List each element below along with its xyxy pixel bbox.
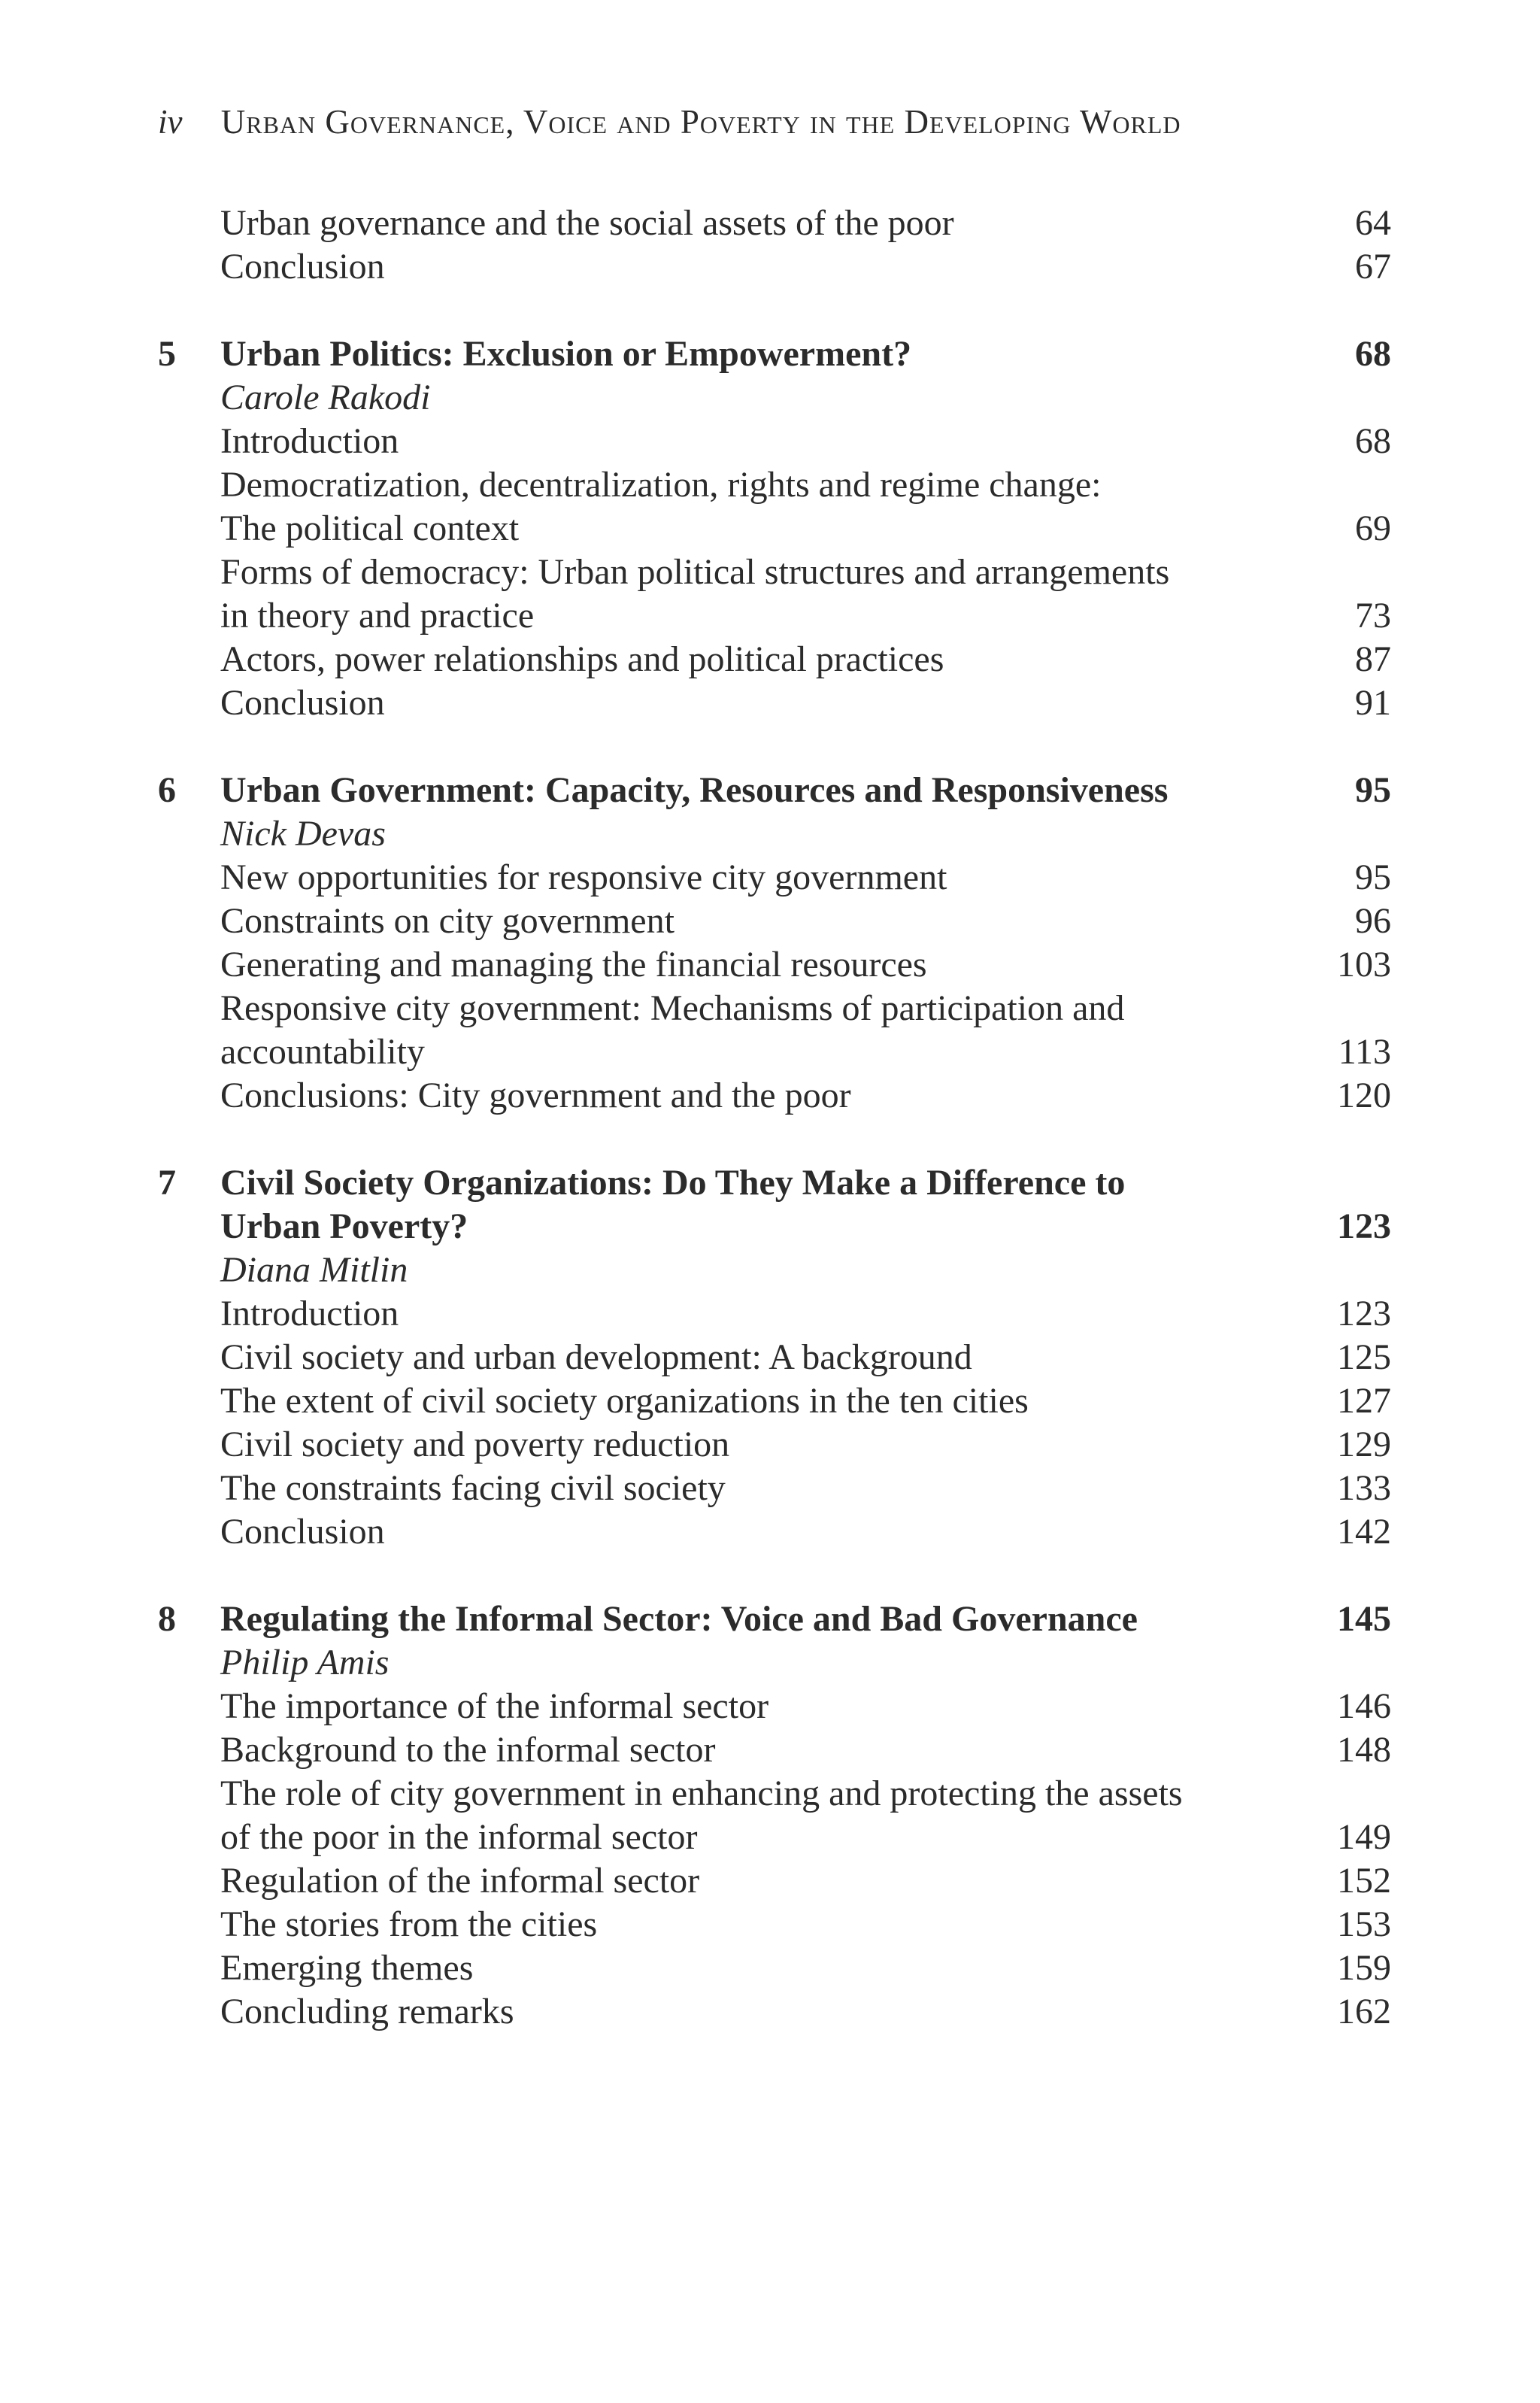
toc-entry	[158, 1990, 1391, 2034]
toc-entry	[158, 507, 1391, 551]
toc-entry	[158, 1336, 1391, 1379]
chapter-heading	[158, 769, 1391, 812]
toc-entry	[158, 202, 1391, 245]
toc-entry	[158, 1423, 1391, 1467]
page-number: 148	[1337, 1730, 1391, 1770]
chapter-heading	[158, 1597, 1391, 1641]
page-number: 159	[1337, 1948, 1391, 1988]
page-number: 69	[1355, 508, 1391, 548]
section-title: Civil society and urban development: A background	[220, 1337, 972, 1377]
page-number: 133	[1337, 1468, 1391, 1508]
chapter-author-line	[158, 1249, 1391, 1292]
toc-entry	[158, 1859, 1391, 1903]
section-title: Generating and managing the financial resources	[220, 945, 927, 985]
toc-entry	[158, 1772, 1391, 1816]
chapter-author: Carole Rakodi	[220, 378, 431, 417]
page-number: 68	[1355, 421, 1391, 461]
section-title: The role of city government in enhancing and protecting the assets	[220, 1773, 1183, 1813]
section-title: The stories from the cities	[220, 1904, 598, 1944]
page-number: 127	[1337, 1381, 1391, 1421]
section-title: Conclusion	[220, 247, 385, 287]
page-number: 152	[1337, 1861, 1391, 1901]
toc-entry	[158, 638, 1391, 681]
page-number: 149	[1337, 1817, 1391, 1857]
toc-entry	[158, 856, 1391, 900]
chapter-number: 7	[158, 1163, 176, 1203]
chapter-author-line	[158, 812, 1391, 856]
toc-entry	[158, 1292, 1391, 1336]
section-title: Introduction	[220, 421, 399, 461]
page-number: 91	[1355, 683, 1391, 723]
chapter-number: 5	[158, 334, 176, 374]
spacer	[158, 1118, 1391, 1161]
spacer	[158, 1554, 1391, 1597]
spacer	[158, 725, 1391, 769]
page-number: 103	[1337, 945, 1391, 985]
section-title: Responsive city government: Mechanisms of participation and	[220, 988, 1125, 1028]
page-number: 145	[1337, 1599, 1391, 1639]
page-number: 125	[1337, 1337, 1391, 1377]
page-number: 95	[1355, 857, 1391, 897]
section-title: in theory and practice	[220, 596, 535, 636]
section-title: Emerging themes	[220, 1948, 474, 1988]
section-title: The constraints facing civil society	[220, 1468, 726, 1508]
page-number: 120	[1337, 1076, 1391, 1115]
page-number: 113	[1338, 1032, 1391, 1072]
page-number: 153	[1337, 1904, 1391, 1944]
page-number: 67	[1355, 247, 1391, 287]
section-title: Conclusions: City government and the poor	[220, 1076, 851, 1115]
section-title: The extent of civil society organizations in the ten cities	[220, 1381, 1029, 1421]
toc-entry	[158, 900, 1391, 943]
section-title: Conclusion	[220, 683, 385, 723]
page-number: 68	[1355, 334, 1391, 374]
page-folio: iv	[158, 103, 183, 141]
toc-entry	[158, 1467, 1391, 1510]
page-number: 129	[1337, 1425, 1391, 1464]
page-number: 73	[1355, 596, 1391, 636]
section-title: of the poor in the informal sector	[220, 1817, 698, 1857]
chapter-title: Urban Poverty?	[220, 1206, 468, 1246]
chapter-title: Regulating the Informal Sector: Voice and Bad Governance	[220, 1599, 1138, 1639]
section-title: Urban governance and the social assets of the poor	[220, 203, 954, 243]
running-head	[158, 99, 1181, 144]
chapter-author: Nick Devas	[220, 814, 386, 854]
toc-entry	[158, 594, 1391, 638]
toc-entry	[158, 1946, 1391, 1990]
toc-entry	[158, 1030, 1391, 1074]
chapter-title: Urban Politics: Exclusion or Empowerment?	[220, 334, 912, 374]
section-title: Introduction	[220, 1294, 399, 1333]
chapter-heading	[158, 1161, 1391, 1205]
table-of-contents	[158, 202, 1391, 2034]
toc-entry	[158, 463, 1391, 507]
section-title: Democratization, decentralization, rights and regime change:	[220, 465, 1102, 505]
chapter-author: Philip Amis	[220, 1643, 390, 1682]
section-title: Actors, power relationships and political practices	[220, 639, 944, 679]
page-number: 146	[1337, 1686, 1391, 1726]
chapter-author: Diana Mitlin	[220, 1250, 408, 1290]
page-number: 96	[1355, 901, 1391, 941]
spacer	[158, 289, 1391, 332]
section-title: New opportunities for responsive city government	[220, 857, 947, 897]
toc-entry	[158, 1685, 1391, 1728]
page-number: 95	[1355, 770, 1391, 810]
section-title: Regulation of the informal sector	[220, 1861, 700, 1901]
chapter-title: Urban Government: Capacity, Resources and Responsiveness	[220, 770, 1169, 810]
section-title: Constraints on city government	[220, 901, 675, 941]
page-number: 64	[1355, 203, 1391, 243]
chapter-author-line	[158, 1641, 1391, 1685]
toc-entry	[158, 1510, 1391, 1554]
toc-entry	[158, 1903, 1391, 1946]
toc-entry	[158, 1379, 1391, 1423]
toc-entry	[158, 943, 1391, 987]
page-number: 87	[1355, 639, 1391, 679]
section-title: The political context	[220, 508, 520, 548]
page-number: 142	[1337, 1512, 1391, 1552]
toc-entry	[158, 1074, 1391, 1118]
section-title: Forms of democracy: Urban political structures and arrangements	[220, 552, 1170, 592]
section-title: The importance of the informal sector	[220, 1686, 769, 1726]
toc-entry	[158, 245, 1391, 289]
chapter-number: 6	[158, 770, 176, 810]
toc-entry	[158, 987, 1391, 1030]
chapter-title: Civil Society Organizations: Do They Make a Difference to	[220, 1163, 1126, 1203]
section-title: accountability	[220, 1032, 425, 1072]
chapter-number: 8	[158, 1599, 176, 1639]
chapter-heading	[158, 332, 1391, 376]
section-title: Civil society and poverty reduction	[220, 1425, 730, 1464]
toc-entry	[158, 1816, 1391, 1859]
page-number: 123	[1337, 1206, 1391, 1246]
chapter-heading	[158, 1205, 1391, 1249]
page-number: 162	[1337, 1992, 1391, 2031]
chapter-author-line	[158, 376, 1391, 420]
page-number: 123	[1337, 1294, 1391, 1333]
section-title: Concluding remarks	[220, 1992, 514, 2031]
book-title: Urban Governance, Voice and Poverty in the Developing World	[220, 103, 1181, 141]
toc-entry	[158, 420, 1391, 463]
section-title: Conclusion	[220, 1512, 385, 1552]
section-title: Background to the informal sector	[220, 1730, 716, 1770]
toc-entry	[158, 681, 1391, 725]
toc-entry	[158, 1728, 1391, 1772]
toc-entry	[158, 551, 1391, 594]
